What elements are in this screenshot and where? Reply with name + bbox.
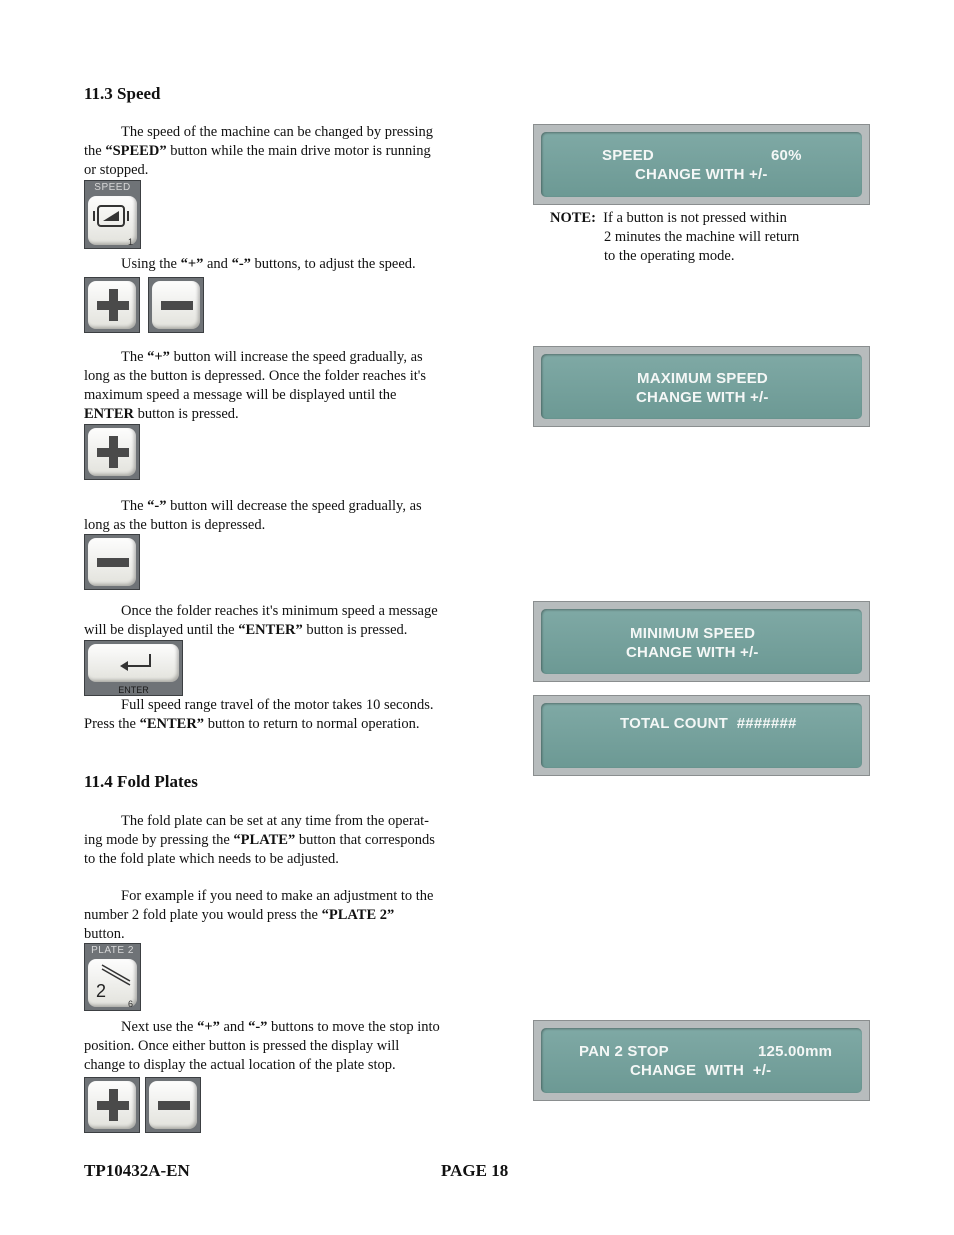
lcd-display-total-count: TOTAL COUNT ####### [533,695,870,776]
footer-doc-id: TP10432A-EN [84,1161,190,1180]
speed-paragraph-6: Full speed range travel of the motor takes 10 seconds. Press the “ENTER” button to return to normal operation. [84,697,434,732]
fold-paragraph-2: For example if you need to make an adjustment to the number 2 fold plate you would press the “PLATE 2” button. [84,888,434,942]
minus-icon [158,1101,190,1110]
plate-number: 2 [96,981,107,1001]
enter-arrow-icon [88,644,181,684]
plus-button-image-2 [84,424,140,480]
plate-2-button-image [84,943,141,1011]
section-heading-speed: 11.3 Speed [84,84,161,103]
fold-paragraph-3: Next use the “+” and “-” buttons to move the stop into position. Once either button is pressed the display will change to display the actual location of the plate stop. [84,1019,440,1073]
lcd-display-maximum-speed: MAXIMUM SPEED CHANGE WITH +/- [533,346,870,427]
minus-icon [97,558,129,567]
enter-button-label: ENTER [118,685,149,695]
speed-paragraph-4: The “-” button will decrease the speed gradually, as long as the button is depressed. [84,498,422,533]
section-heading-fold-plates: 11.4 Fold Plates [84,772,198,791]
speed-paragraph-1: The speed of the machine can be changed by pressing the “SPEED” button while the main drive motor is running or stopped. [84,124,434,178]
fold-paragraph-1: The fold plate can be set at any time from the operat- ing mode by pressing the “PLATE” button that corresponds to the fold plate which needs to be adjusted. [84,813,435,867]
speed-paragraph-3: The “+” button will increase the speed gradually, as long as the button is depressed. Once the folder reaches it's maximum speed a message will be displayed until the ENTER button is pressed. [84,349,427,422]
minus-button-image-3 [145,1077,201,1133]
plus-button-image [84,277,140,333]
minus-button-image-2 [84,534,140,590]
lcd-display-pan-stop: PAN 2 STOP 125.00mm CHANGE WITH +/- [533,1020,870,1101]
enter-button-image [84,640,183,696]
plate-button-label: PLATE 2 [91,945,134,956]
plate-button-sub: 6 [127,999,133,1009]
lcd-display-minimum-speed: MINIMUM SPEED CHANGE WITH +/- [533,601,870,682]
speed-paragraph-5: Once the folder reaches it's minimum speed a message will be displayed until the “ENTER” button is pressed. [84,603,438,638]
lcd-display-speed: SPEED 60% CHANGE WITH +/- [533,124,870,205]
minus-button-image [148,277,204,333]
note-block: NOTE: If a button is not pressed within 2 minutes the machine will return to the operating mode. [550,210,800,264]
speed-paragraph-2: Using the “+” and “-” buttons, to adjust the speed. [121,256,416,272]
speed-button-number: 1 [127,237,133,247]
minus-icon [161,301,193,310]
plus-button-image-3 [84,1077,140,1133]
speed-button-image [84,180,141,249]
footer-page-number: PAGE 18 [441,1161,509,1180]
speed-button-label: SPEED [94,182,131,193]
